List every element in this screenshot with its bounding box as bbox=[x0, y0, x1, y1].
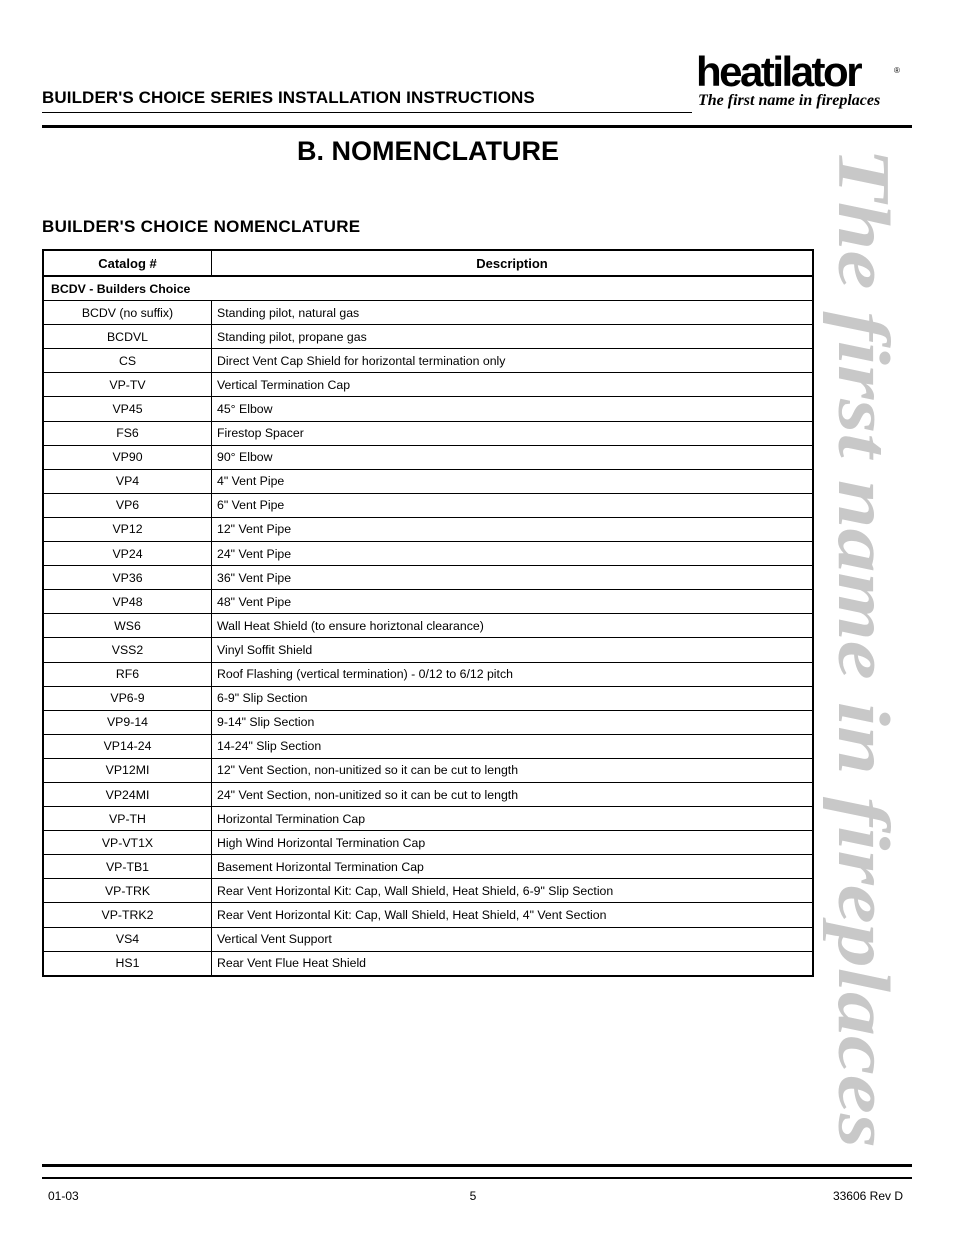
catalog-number: VP90 bbox=[43, 445, 212, 469]
logo-registered-mark: ® bbox=[894, 66, 900, 75]
catalog-number: VSS2 bbox=[43, 638, 212, 662]
item-description: 90° Elbow bbox=[212, 445, 814, 469]
page-header-title: BUILDER'S CHOICE SERIES INSTALLATION INSTRUCTIONS bbox=[42, 88, 535, 107]
catalog-number: VP-VT1X bbox=[43, 831, 212, 855]
table-row bbox=[43, 349, 813, 373]
table-row bbox=[43, 927, 813, 951]
catalog-number: FS6 bbox=[43, 421, 212, 445]
item-description: 24" Vent Section, non-unitized so it can be cut to length bbox=[212, 782, 814, 806]
table-row bbox=[43, 879, 813, 903]
table-row bbox=[43, 325, 813, 349]
table-row bbox=[43, 301, 813, 325]
item-description: Horizontal Termination Cap bbox=[212, 807, 814, 831]
footer-doc-number: 33606 Rev D bbox=[832, 1189, 903, 1203]
column-header-catalog: Catalog # bbox=[43, 250, 212, 276]
heatilator-logo bbox=[696, 48, 906, 116]
item-description: Vertical Termination Cap bbox=[212, 373, 814, 397]
table-row bbox=[43, 782, 813, 806]
item-description: 14-24" Slip Section bbox=[212, 734, 814, 758]
catalog-number: VP-TB1 bbox=[43, 855, 212, 879]
svg-text:The first name in fireplaces: The first name in fireplaces bbox=[822, 148, 904, 991]
item-description: Standing pilot, natural gas bbox=[212, 301, 814, 325]
item-description: Vertical Vent Support bbox=[212, 927, 814, 951]
table-row bbox=[43, 686, 813, 710]
catalog-number: VP24 bbox=[43, 542, 212, 566]
table-row bbox=[43, 662, 813, 686]
table-row bbox=[43, 517, 813, 541]
table-row bbox=[43, 831, 813, 855]
footer-divider-top bbox=[42, 1164, 912, 1167]
table-row bbox=[43, 590, 813, 614]
table-row bbox=[43, 566, 813, 590]
catalog-number: VP36 bbox=[43, 566, 212, 590]
item-description: Rear Vent Flue Heat Shield bbox=[212, 951, 814, 976]
catalog-number: VP14-24 bbox=[43, 734, 212, 758]
catalog-number: VP12 bbox=[43, 517, 212, 541]
item-description: High Wind Horizontal Termination Cap bbox=[212, 831, 814, 855]
catalog-number: VP-TH bbox=[43, 807, 212, 831]
item-description: 9-14" Slip Section bbox=[212, 710, 814, 734]
item-description: 45° Elbow bbox=[212, 397, 814, 421]
item-description: 24" Vent Pipe bbox=[212, 542, 814, 566]
item-description: 36" Vent Pipe bbox=[212, 566, 814, 590]
item-description: Rear Vent Horizontal Kit: Cap, Wall Shield, Heat Shield, 6-9" Slip Section bbox=[212, 879, 814, 903]
catalog-number: BCDVL bbox=[43, 325, 212, 349]
table-row bbox=[43, 469, 813, 493]
table-row bbox=[43, 421, 813, 445]
item-description: Vinyl Soffit Shield bbox=[212, 638, 814, 662]
table-row bbox=[43, 493, 813, 517]
item-description: 12" Vent Pipe bbox=[212, 517, 814, 541]
catalog-number: VP-TRK2 bbox=[43, 903, 212, 927]
item-description: 4" Vent Pipe bbox=[212, 469, 814, 493]
table-row bbox=[43, 951, 813, 976]
catalog-number: VS4 bbox=[43, 927, 212, 951]
table-row bbox=[43, 807, 813, 831]
catalog-number: VP48 bbox=[43, 590, 212, 614]
item-description: 48" Vent Pipe bbox=[212, 590, 814, 614]
table-row bbox=[43, 542, 813, 566]
column-header-description: Description bbox=[212, 250, 814, 276]
header-divider bbox=[42, 125, 912, 128]
logo-tagline: The first name in fireplaces bbox=[698, 92, 881, 109]
catalog-number: VP-TV bbox=[43, 373, 212, 397]
logo-wordmark: heatilator bbox=[696, 48, 861, 95]
item-description: Standing pilot, propane gas bbox=[212, 325, 814, 349]
table-heading: BUILDER'S CHOICE NOMENCLATURE bbox=[42, 217, 361, 236]
catalog-number: VP-TRK bbox=[43, 879, 212, 903]
catalog-number: VP45 bbox=[43, 397, 212, 421]
section-title: B. NOMENCLATURE bbox=[297, 136, 559, 166]
watermark-tagline bbox=[821, 146, 904, 1150]
item-description: 6-9" Slip Section bbox=[212, 686, 814, 710]
catalog-number: HS1 bbox=[43, 951, 212, 976]
table-row bbox=[43, 903, 813, 927]
catalog-number: CS bbox=[43, 349, 212, 373]
table-row bbox=[43, 734, 813, 758]
page-number: 5 bbox=[469, 1189, 477, 1203]
table-row bbox=[43, 710, 813, 734]
table-row bbox=[43, 614, 813, 638]
catalog-number: RF6 bbox=[43, 662, 212, 686]
catalog-number: VP9-14 bbox=[43, 710, 212, 734]
item-description: Basement Horizontal Termination Cap bbox=[212, 855, 814, 879]
item-description: Rear Vent Horizontal Kit: Cap, Wall Shield, Heat Shield, 4" Vent Section bbox=[212, 903, 814, 927]
item-description: 12" Vent Section, non-unitized so it can be cut to length bbox=[212, 758, 814, 782]
item-description: 6" Vent Pipe bbox=[212, 493, 814, 517]
item-description: Firestop Spacer bbox=[212, 421, 814, 445]
catalog-number: WS6 bbox=[43, 614, 212, 638]
table-row bbox=[43, 758, 813, 782]
item-description: Direct Vent Cap Shield for horizontal termination only bbox=[212, 349, 814, 373]
catalog-number: VP12MI bbox=[43, 758, 212, 782]
catalog-number: BCDV (no suffix) bbox=[43, 301, 212, 325]
table-row bbox=[43, 445, 813, 469]
group-label: BCDV - Builders Choice bbox=[43, 276, 813, 301]
catalog-number: VP6-9 bbox=[43, 686, 212, 710]
nomenclature-table bbox=[42, 249, 814, 977]
group-row bbox=[43, 276, 813, 301]
footer-date-code: 01-03 bbox=[48, 1189, 79, 1203]
catalog-number: VP24MI bbox=[43, 782, 212, 806]
table-row bbox=[43, 638, 813, 662]
table-row bbox=[43, 855, 813, 879]
table-row bbox=[43, 373, 813, 397]
catalog-number: VP4 bbox=[43, 469, 212, 493]
table-row bbox=[43, 397, 813, 421]
catalog-number: VP6 bbox=[43, 493, 212, 517]
item-description: Roof Flashing (vertical termination) - 0/12 to 6/12 pitch bbox=[212, 662, 814, 686]
footer-divider-bottom bbox=[42, 1177, 912, 1179]
header-underline bbox=[42, 112, 692, 113]
table-header-row bbox=[43, 250, 813, 276]
item-description: Wall Heat Shield (to ensure horiztonal clearance) bbox=[212, 614, 814, 638]
